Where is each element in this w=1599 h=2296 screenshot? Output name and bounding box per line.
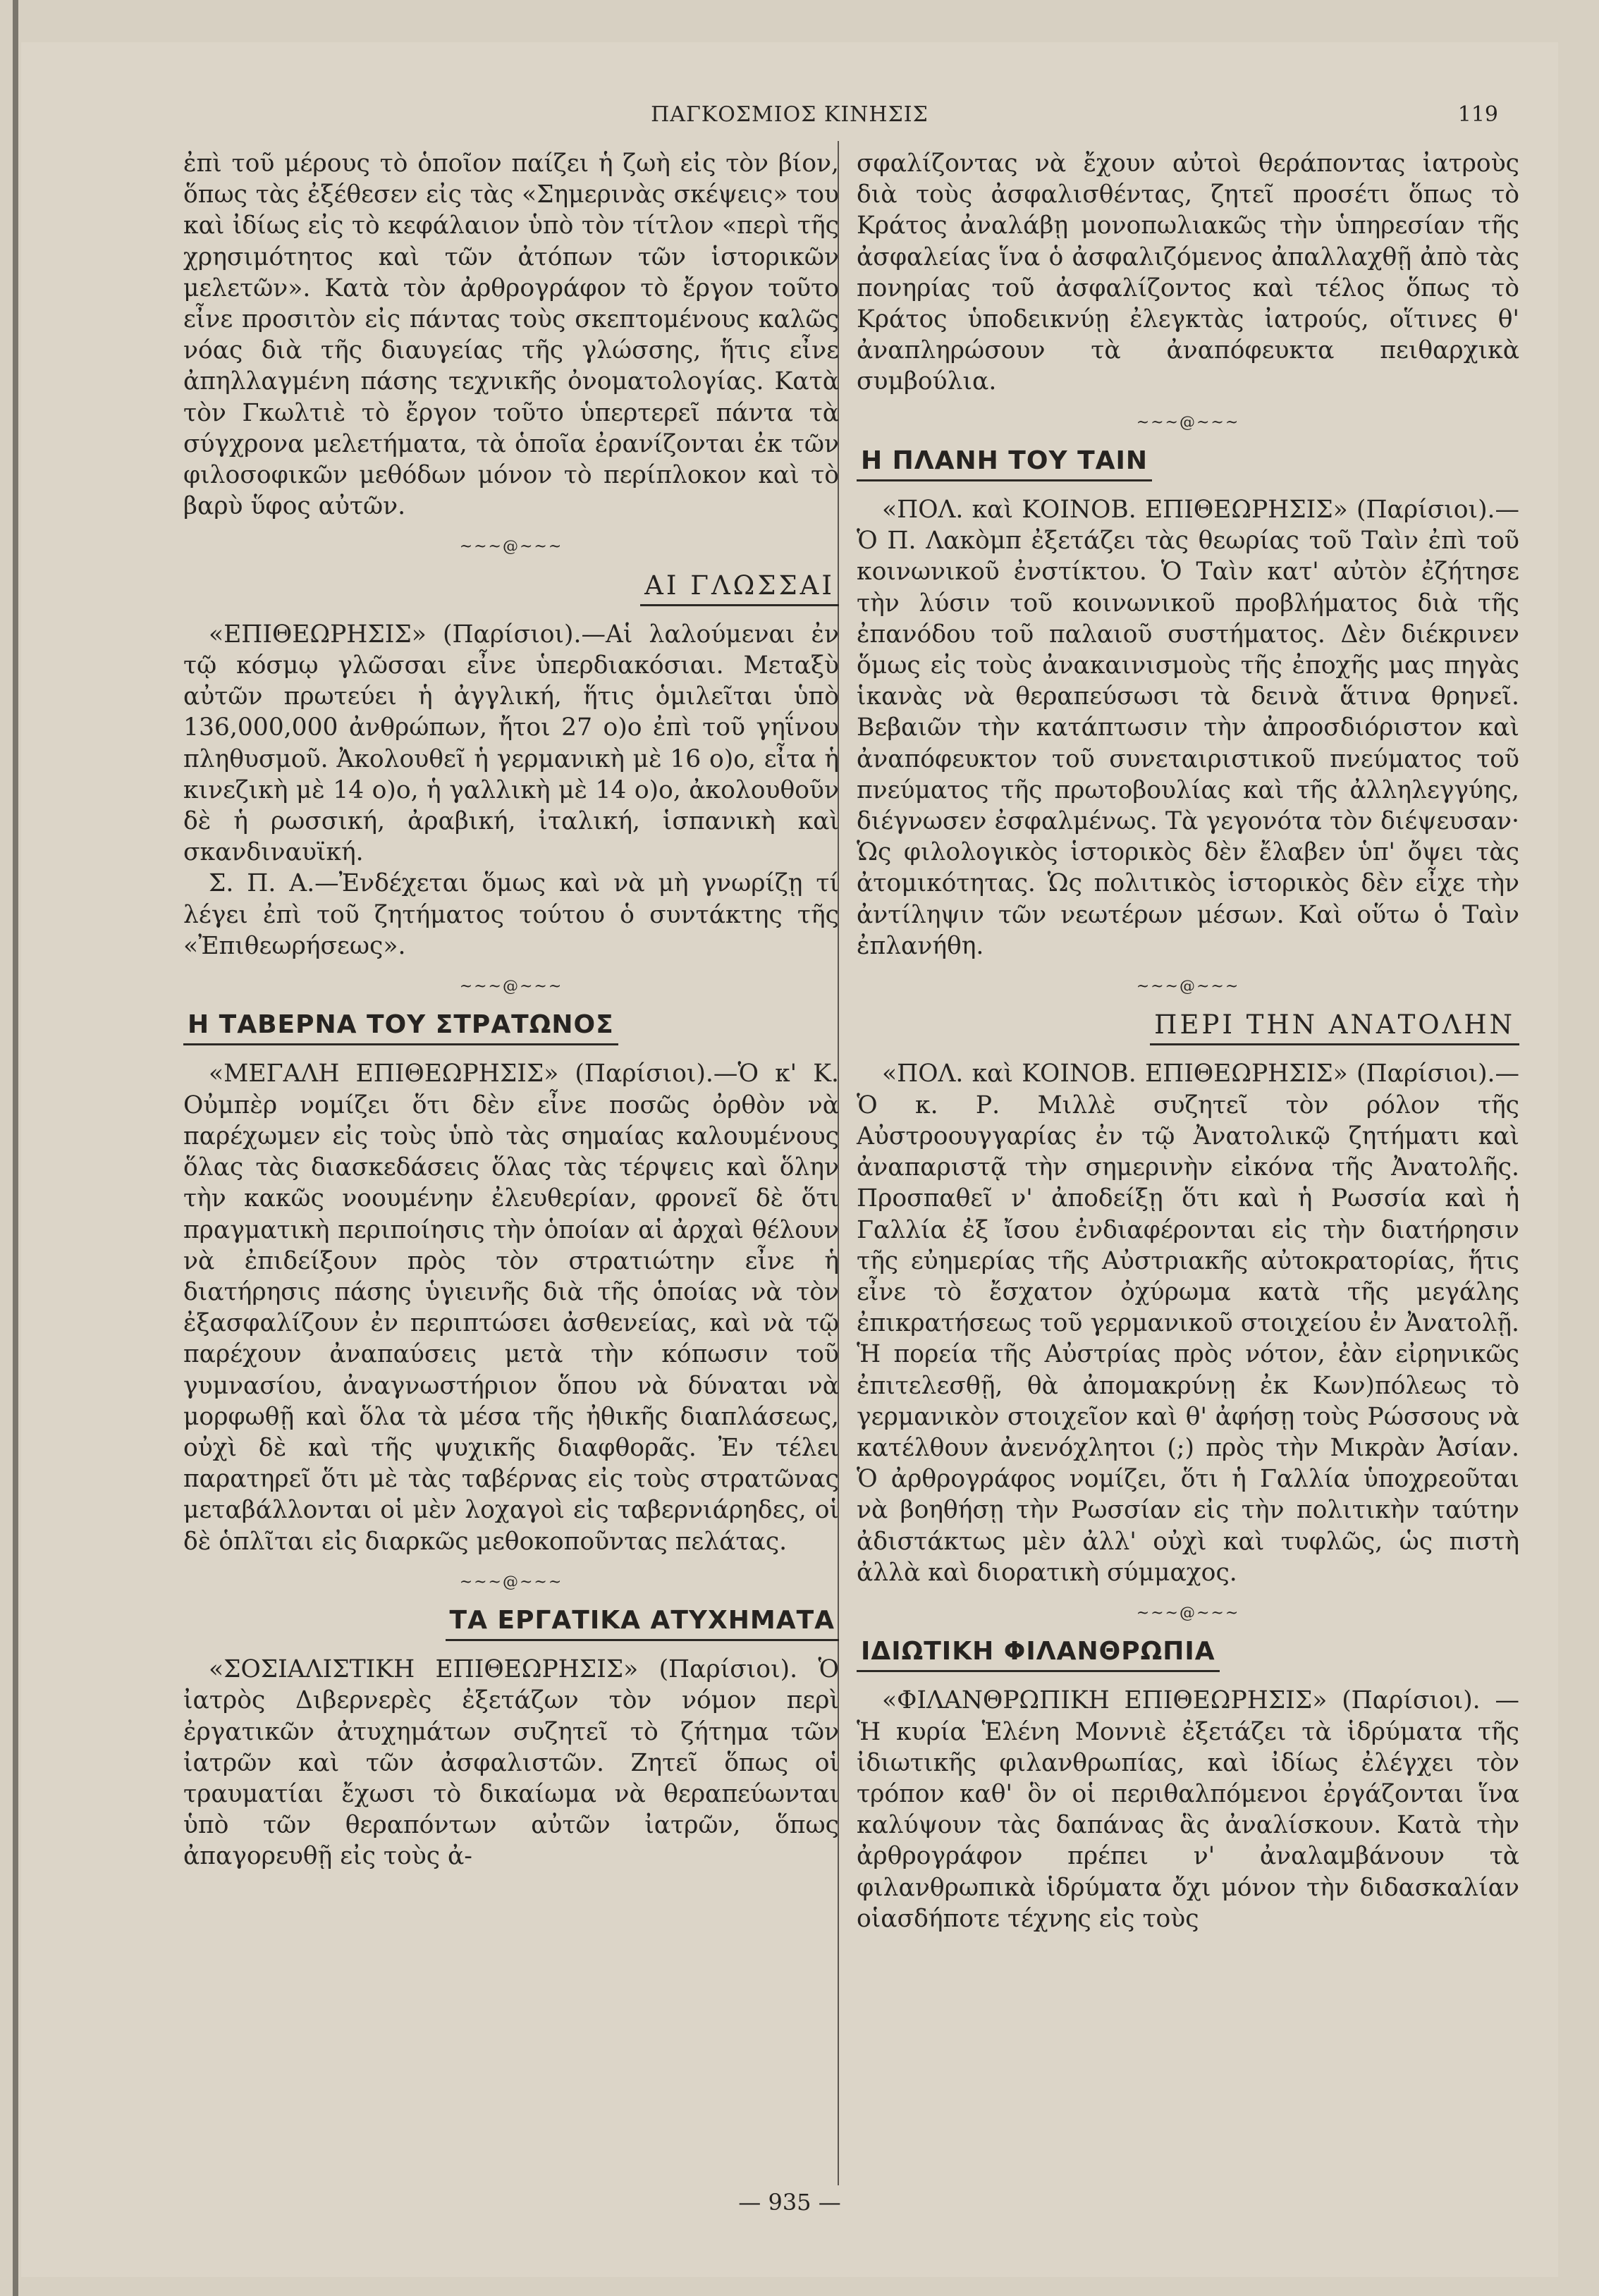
- section-heading-accidents: [183, 1605, 839, 1641]
- page-folio: — 935 —: [738, 2189, 841, 2216]
- heading-text: ΑΙ ΓΛΩΣΣΑΙ: [640, 570, 839, 606]
- running-title: ΠΑΓΚΟΣΜΙΟΣ ΚΙΝΗΣΙΣ: [651, 102, 929, 127]
- article-paragraph: «ΣΟΣΙΑΛΙΣΤΙΚΗ ΕΠΙΘΕΩΡΗΣΙΣ» (Παρίσιοι). Ὁ ἰατρὸς Διβερνερὲς ἐξετάζων τὸν νόμον περὶ ἐργατικῶν ἀτυχημάτων συζητεῖ τὸ ζήτημα τῶν ἰατρῶν καὶ τῶν ἀσφαλιστῶν. Ζητεῖ ὅπως οἱ τραυματίαι ἔχωσι τὸ δικαίωμα νὰ θεραπεύωνται ὑπὸ τῶν θεραπόντων αὐτῶν ἰατρῶν, ὅπως ἀπαγορευθῇ εἰς τοὺς ἀ-: [183, 1655, 839, 1871]
- article-paragraph: «ΠΟΛ. καὶ ΚΟΙΝΟΒ. ΕΠΙΘΕΩΡΗΣΙΣ» (Παρίσιοι).— Ὁ Π. Λακὸμπ ἐξετάζει τὰς θεωρίας τοῦ Ταὶν ἐπὶ τοῦ κοινωνικοῦ ἐνστίκτου. Ὁ Ταὶν κατ' αὐτὸν ἐζήτησε τὴν λύσιν τοῦ κοινωνικοῦ προβλήματος διὰ τῆς ἐπανόδου τοῦ παλαιοῦ συστήματος. Δὲν διέκρινεν ὅμως εἰς τοὺς ἀνακαινισμοὺς τῆς ἐποχῆς μας πηγὰς ἱκανὰς νὰ θεραπεύσωσι τὰ δεινὰ ἅτινα θρηνεῖ. Βεβαιῶν τὴν κατάπτωσιν τὴν ἀπροσδιόριστον καὶ ἀναπόφευκτον τοῦ συνεταιριστικοῦ πνεύματος τοῦ πνεύματος τῆς πρωτοβουλίας καὶ τῆς ἀλληλεγγύης, διέγνωσεν ἐσφαλμένως. Τὰ γεγονότα τὸν διέψευσαν· Ὡς φιλολογικὸς ἱστορικὸς δὲν ἔλαβεν ὑπ' ὄψει τὰς ἀτομικότητας. Ὡς πολιτικὸς ἱστορικὸς δὲν εἶχε τὴν ἀντίληψιν τῶν νεωτέρων μέσων. Καὶ οὕτω ὁ Ταὶν ἐπλανήθη.: [857, 496, 1519, 960]
- section-heading-east: [857, 1009, 1519, 1045]
- right-column: [857, 148, 1519, 1934]
- article-paragraph: «ΕΠΙΘΕΩΡΗΣΙΣ» (Παρίσιοι).—Αἱ λαλούμεναι ἐν τῷ κόσμῳ γλῶσσαι εἶνε ὑπερδιακόσιαι. Μεταξὺ αὐτῶν πρωτεύει ἡ ἀγγλική, ἥτις ὁμιλεῖται ὑπὸ 136,000,000 ἀνθρώπων, ἤτοι 27 ο)ο ἐπὶ τοῦ γηΐνου πληθυσμοῦ. Ἀκολουθεῖ ἡ γερμανικὴ μὲ 16 ο)ο, εἶτα ἡ κινεζικὴ μὲ 14 ο)ο, ἡ γαλλικὴ μὲ 14 ο)ο, ἀκολουθοῦν δὲ ἡ ρωσσική, ἀραβική, ἰταλική, ἱσπανικὴ καὶ σκανδιναυϊκή.: [183, 620, 839, 867]
- heading-text: ΙΔΙΩΤΙΚΗ ΦΙΛΑΝΘΡΩΠΙΑ: [857, 1636, 1220, 1672]
- page-number: 119: [1457, 102, 1498, 127]
- section-heading-tavern: [183, 1009, 839, 1045]
- article-paragraph: «ΦΙΛΑΝΘΡΩΠΙΚΗ ΕΠΙΘΕΩΡΗΣΙΣ» (Παρίσιοι). —Ἡ κυρία Ἑλένη Μοννιὲ ἐξετάζει τὰ ἱδρύματα τῆς ἰδιωτικῆς φιλανθρωπίας, καὶ ἰδίως ἐλέγχει τὸν τρόπον καθ' ὃν οἱ περιθαλπόμενοι ἐργάζονται ἵνα καλύψουν τὰς δαπάνας ἃς ἀναλίσκουν. Κατὰ τὴν ἀρθρογράφον πρέπει ν' ἀναλαμβάνουν τὰ φιλανθρωπικὰ ἱδρύματα ὄχι μόνον τὴν διδασκαλίαν οἱασδήποτε τέχνης εἰς τοὺς: [857, 1686, 1519, 1933]
- binding-edge: [13, 0, 18, 2296]
- section-heading-languages: [183, 570, 839, 606]
- heading-text: Η ΤΑΒΕΡΝΑ ΤΟΥ ΣΤΡΑΤΩΝΟΣ: [183, 1009, 618, 1045]
- article-paragraph: «ΠΟΛ. καὶ ΚΟΙΝΟΒ. ΕΠΙΘΕΩΡΗΣΙΣ» (Παρίσιοι).— Ὁ κ. Ρ. Μιλλὲ συζητεῖ τὸν ρόλον τῆς Αὐστροουγγαρίας ἐν τῷ Ἀνατολικῷ ζητήματι καὶ ἀναπαριστᾷ τὴν σημερινὴν εἰκόνα τῆς Ἀνατολῆς. Προσπαθεῖ ν' ἀποδείξῃ ὅτι καὶ ἡ Ρωσσία καὶ ἡ Γαλλία ἐξ ἴσου ἐνδιαφέρονται εἰς τὴν διατήρησιν τῆς εὐημερίας τῆς Αὐστριακῆς αὐτοκρατορίας, ἥτις εἶνε τὸ ἔσχατον ὀχύρωμα κατὰ τῆς μεγάλης ἐπικρατήσεως τοῦ γερμανικοῦ στοιχείου ἐν Ἀνατολῇ. Ἡ πορεία τῆς Αὐστρίας πρὸς νότον, ἐὰν εἰρηνικῶς ἐπιτελεσθῇ, θὰ ἀπομακρύνῃ ἐκ Κων)πόλεως τὸ γερμανικὸν στοιχεῖον καὶ θ' ἀφήσῃ τοὺς Ρώσσους νὰ κατέλθουν ἀνενόχλητοι (;) πρὸς τὴν Μικρὰν Ἀσίαν. Ὁ ἀρθρογράφος νομίζει, ὅτι ἡ Γαλλία ὑποχρεοῦται νὰ βοηθήσῃ τὴν Ρωσσίαν εἰς τὴν πολιτικὴν ταύτην ἀδιστάκτως μὲν ἀλλ' οὐχὶ καὶ τυφλῶς, ὡς πιστὴ ἀλλὰ καὶ διορατικὴ σύμμαχος.: [857, 1060, 1519, 1587]
- section-ornament: ~~~@~~~: [459, 978, 563, 996]
- section-ornament: ~~~@~~~: [1136, 413, 1240, 431]
- continued-paragraph: ἐπὶ τοῦ μέρους τὸ ὁποῖον παίζει ἡ ζωὴ εἰς τὸν βίον, ὅπως τὰς ἐξέθεσεν εἰς τὰς «Σημερινὰς σκέψεις» του καὶ ἰδίως εἰς τὸ κεφάλαιον ὑπὸ τὸν τίτλον «περὶ τῆς χρησιμότητος καὶ τῶν ἀτόπων τῶν ἱστορικῶν μελετῶν». Κατὰ τὸν ἀρθρογράφον τὸ ἔργον τοῦτο εἶνε προσιτὸν εἰς πάντας τοὺς σκεπτομένους καλῶς νόας διὰ τῆς διαυγείας τῆς γλώσσης, ἥτις εἶνε ἀπηλλαγμένη πάσης τεχνικῆς ὀνοματολογίας. Κατὰ τὸν Γκωλτιὲ τὸ ἔργον τοῦτο ὑπερτερεῖ πάντα τὰ σύγχρονα μελετήματα, τὰ ὁποῖα ἐρανίζονται ἐκ τῶν φιλοσοφικῶν μεθόδων μόνον τὸ περίπλοκον καὶ τὸ βαρὺ ὕφος αὐτῶν.: [183, 149, 839, 521]
- section-ornament: ~~~@~~~: [459, 1573, 563, 1591]
- section-ornament: ~~~@~~~: [1136, 978, 1240, 996]
- newspaper-page: [21, 42, 1558, 2277]
- left-column: [183, 148, 839, 1872]
- section-ornament: ~~~@~~~: [459, 538, 563, 556]
- article-paragraph: «ΜΕΓΑΛΗ ΕΠΙΘΕΩΡΗΣΙΣ» (Παρίσιοι).—Ὁ κ' Κ. Οὐμπὲρ νομίζει ὅτι δὲν εἶνε ποσῶς ὀρθὸν νὰ παρέχωμεν εἰς τοὺς ὑπὸ τὰς σημαίας καλουμένους ὅλας τὰς διασκεδάσεις ὅλας τὰς τέρψεις καὶ ὅλην τὴν κακῶς νοουμένην ἐλευθερίαν, φρονεῖ δὲ ὅτι πραγματικὴ περιποίησις τὴν ὁποίαν αἱ ἀρχαὶ θέλουν νὰ ἐπιδείξουν πρὸς τὸν στρατιώτην εἶνε ἡ διατήρησις πάσης ὑγιεινῆς διὰ τῆς ὁποίας νὰ τὸν ἐξασφαλίζουν ἐν περιπτώσει ἀσθενείας, καὶ νὰ τῷ παρέχουν ἀναπαύσεις μετὰ τὴν κόπωσιν τοῦ γυμνασίου, ἀναγνωστήριον ὅπου νὰ δύναται νὰ μορφωθῇ καὶ ὅλα τὰ μέσα τῆς ἠθικῆς διαπλάσεως, οὐχὶ δὲ καὶ τῆς ψυχικῆς διαφθορᾶς. Ἐν τέλει παρατηρεῖ ὅτι μὲ τὰς ταβέρνας εἰς τοὺς στρατῶνας μεταβάλλονται οἱ μὲν λοχαγοὶ εἰς ταβερνιάρηδες, οἱ δὲ ὁπλῖται εἰς διαρκῶς μεθοκοποῦντας πελάτας.: [183, 1060, 839, 1556]
- section-ornament: ~~~@~~~: [1136, 1604, 1240, 1622]
- section-heading-taine: [857, 446, 1519, 481]
- heading-text: ΠΕΡΙ ΤΗΝ ΑΝΑΤΟΛΗΝ: [1150, 1009, 1519, 1045]
- heading-text: ΤΑ ΕΡΓΑΤΙΚΑ ΑΤΥΧΗΜΑΤΑ: [446, 1605, 839, 1641]
- continued-paragraph: σφαλίζοντας νὰ ἔχουν αὐτοὶ θεράποντας ἰατροὺς διὰ τοὺς ἀσφαλισθέντας, ζητεῖ προσέτι ὅπως τὸ Κράτος ἀναλάβῃ μονοπωλιακῶς τὴν ὑπηρεσίαν τῆς ἀσφαλείας ἵνα ὁ ἀσφαλιζόμενος ἀπαλλαχθῇ ἀπὸ τὰς πονηρίας τοῦ ἀσφαλίζοντος καὶ τέλος ὅπως τὸ Κράτος ὑποδεικνύῃ ἐλεγκτὰς ἰατρούς, οἵτινες θ' ἀναπληρώσουν τὰ ἀναπόφευκτα πειθαρχικὰ συμβούλια.: [857, 149, 1519, 396]
- heading-text: Η ΠΛΑΝΗ ΤΟΥ ΤΑΙΝ: [857, 446, 1152, 481]
- section-heading-philanthropy: [857, 1636, 1519, 1672]
- article-paragraph: Σ. Π. Α.—Ἐνδέχεται ὅμως καὶ νὰ μὴ γνωρίζῃ τί λέγει ἐπὶ τοῦ ζητήματος τούτου ὁ συντάκτης τῆς «Ἐπιθεωρήσεως».: [183, 869, 839, 960]
